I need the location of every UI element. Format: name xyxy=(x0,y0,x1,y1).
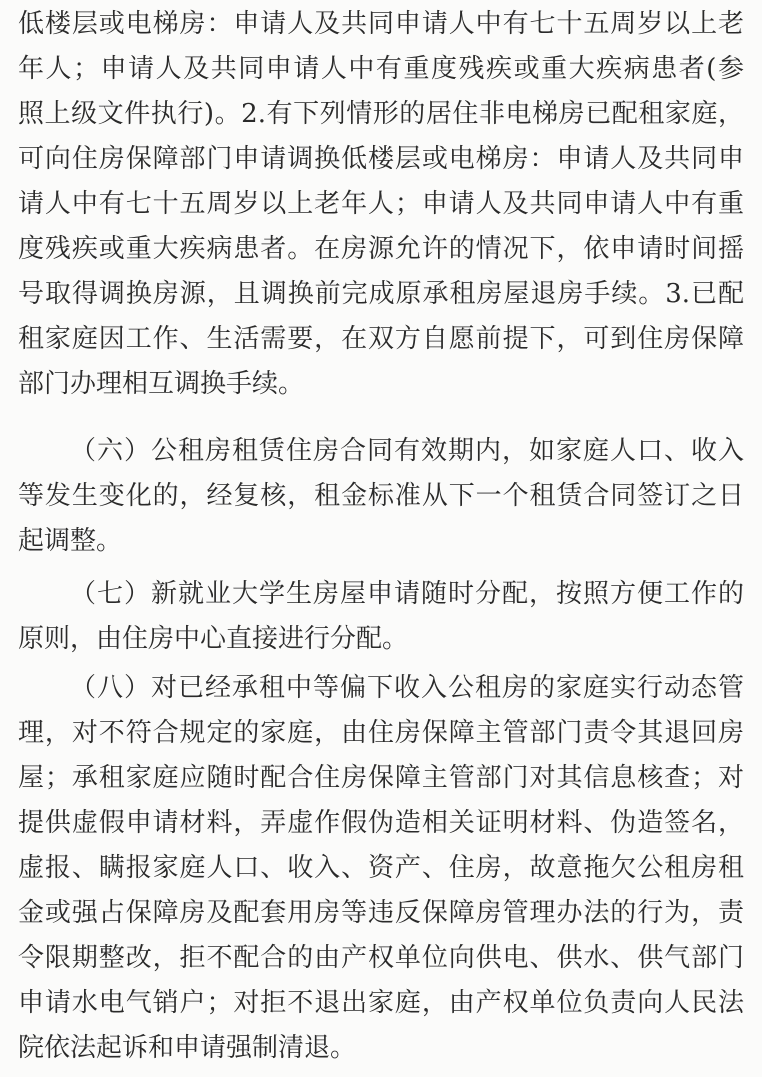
text-line: 申请水电气销户；对拒不退出家庭，由产权单位负责向人民法 xyxy=(18,988,744,1018)
text-line: 低楼层或电梯房：申请人及共同申请人中有七十五周岁以上老 xyxy=(18,9,744,39)
text-line: 号取得调换房源，且调换前完成原承租房屋退房手续。3.已配 xyxy=(18,279,744,309)
text-line: 提供虚假申请材料，弄虚作假伪造相关证明材料、伪造签名， xyxy=(18,808,744,838)
text-line: 金或强占保障房及配套用房等违反保障房管理办法的行为，责 xyxy=(18,898,744,928)
text-line: 理，对不符合规定的家庭，由住房保障主管部门责令其退回房 xyxy=(18,718,744,748)
text-line: 可向住房保障部门申请调换低楼层或电梯房：申请人及共同申 xyxy=(18,144,744,174)
text-line: 度残疾或重大疾病患者。在房源允许的情况下，依申请时间摇 xyxy=(18,234,744,264)
text-line: 部门办理相互调换手续。 xyxy=(18,369,305,399)
section-heading-line: （八）对已经承租中等偏下收入公租房的家庭实行动态管 xyxy=(70,673,744,703)
section-heading-line: （六）公租房租赁住房合同有效期内，如家庭人口、收入 xyxy=(70,436,744,466)
text-line: 起调整。 xyxy=(18,526,123,556)
text-line: 租家庭因工作、生活需要，在双方自愿前提下，可到住房保障 xyxy=(18,324,744,354)
text-line: 虚报、瞒报家庭人口、收入、资产、住房，故意拖欠公租房租 xyxy=(18,853,744,883)
text-line: 院依法起诉和申请强制清退。 xyxy=(18,1033,357,1063)
text-line: 原则，由住房中心直接进行分配。 xyxy=(18,624,409,654)
text-line: 请人中有七十五周岁以上老年人；申请人及共同申请人中有重 xyxy=(18,189,744,219)
text-line: 令限期整改，拒不配合的由产权单位向供电、供水、供气部门 xyxy=(18,943,744,973)
text-line: 年人；申请人及共同申请人中有重度残疾或重大疾病患者(参 xyxy=(18,54,744,84)
text-line: 照上级文件执行)。2.有下列情形的居住非电梯房已配租家庭， xyxy=(18,99,744,129)
text-line: 屋；承租家庭应随时配合住房保障主管部门对其信息核查；对 xyxy=(18,763,744,793)
text-line: 等发生变化的，经复核，租金标准从下一个租赁合同签订之日 xyxy=(18,481,744,511)
section-heading-line: （七）新就业大学生房屋申请随时分配，按照方便工作的 xyxy=(70,579,744,609)
